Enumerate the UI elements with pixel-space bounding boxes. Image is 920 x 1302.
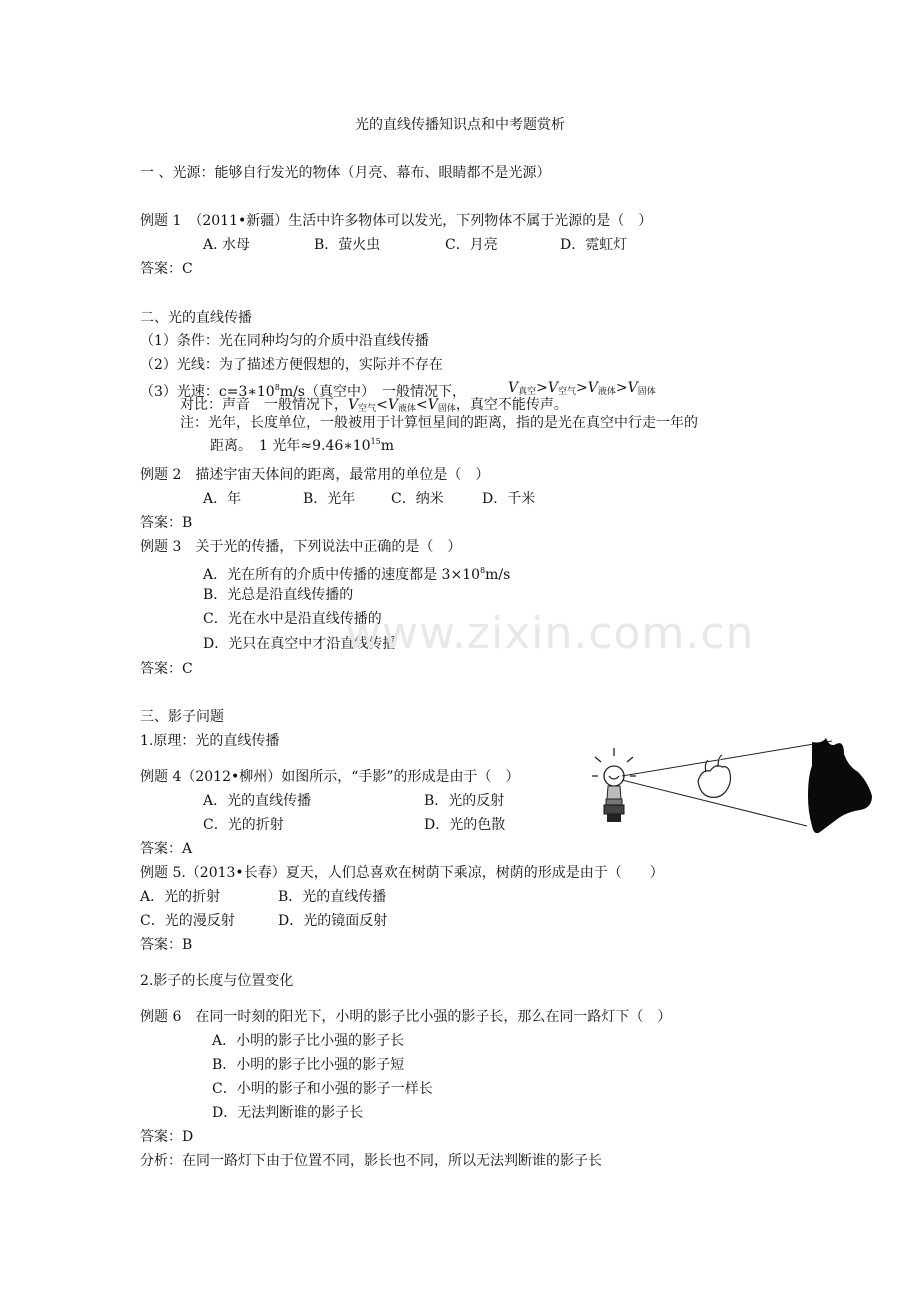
- question-2-option-b: B．光年: [303, 491, 356, 507]
- lt-symbol: <: [416, 397, 428, 413]
- hand-shadow-figure: [592, 736, 882, 836]
- shadow-icon: [808, 738, 872, 833]
- watermark: www.zixin.com.cn: [345, 608, 755, 659]
- lightbulb-icon: [592, 748, 636, 822]
- question-6-option-b: B．小明的影子比小强的影子短: [212, 1057, 405, 1073]
- solid-subscript: 固体: [637, 387, 656, 397]
- air-subscript: 空气: [558, 387, 577, 397]
- liquid-subscript: 液体: [398, 404, 417, 414]
- question-1-option-b: B．萤火虫: [314, 237, 381, 253]
- solid-subscript: 固体: [437, 404, 456, 414]
- question-6-option-d: D．无法判断谁的影子长: [212, 1105, 364, 1121]
- question-5-answer: 答案：B: [140, 937, 193, 953]
- question-4-stem: 例题 4（2012•柳州）如图所示，“手影”的形成是由于（ ）: [140, 769, 520, 785]
- shadow-principle: 1.原理：光的直线传播: [140, 733, 280, 749]
- question-2-stem: 例题 2 描述宇宙天体间的距离，最常用的单位是（ ）: [140, 467, 490, 483]
- option-a-unit: m/s: [485, 567, 511, 583]
- question-2-option-d: D．千米: [482, 491, 536, 507]
- gt-symbol: >: [576, 380, 588, 396]
- liquid-subscript: 液体: [597, 387, 616, 397]
- hand-icon: [698, 755, 731, 797]
- question-4-answer: 答案：A: [140, 841, 193, 857]
- gt-symbol: >: [536, 380, 548, 396]
- light-year-exponent: 15: [370, 437, 381, 446]
- light-speed-exponent: 8: [274, 383, 280, 392]
- question-2-option-a: A．年: [203, 491, 242, 507]
- question-4-option-a: A．光的直线传播: [203, 793, 312, 809]
- question-1-option-a: A. 水母: [203, 237, 251, 253]
- question-6-stem: 例题 6 在同一时刻的阳光下，小明的影子比小强的影子长，那么在同一路灯下（ ）: [140, 1009, 672, 1025]
- light-year-unit: m: [380, 438, 395, 454]
- v-symbol: V: [547, 380, 558, 396]
- light-speed-text-2: m/s（真空中） 一般情况下，: [279, 384, 466, 400]
- lt-symbol: <: [376, 397, 388, 413]
- option-a-exponent: 8: [480, 566, 486, 575]
- page-title: 光的直线传播知识点和中考题赏析: [355, 117, 565, 133]
- option-a-text: A．光在所有的介质中传播的速度都是 3×10: [203, 567, 481, 583]
- question-4-option-b: B．光的反射: [424, 793, 505, 809]
- question-3-option-b: B．光总是沿直线传播的: [203, 587, 354, 603]
- light-year-note: 注：光年，长度单位，一般被用于计算恒星间的距离，指的是光在真空中行走一年的: [180, 415, 698, 431]
- vacuum-subscript: 真空: [518, 387, 537, 397]
- question-4-option-d: D．光的色散: [424, 817, 506, 833]
- compare-text-2: ，真空不能传声。: [455, 397, 568, 413]
- air-subscript: 空气: [358, 404, 377, 414]
- section-shadow-heading: 三、影子问题: [140, 709, 224, 725]
- question-5-option-c: C．光的漫反射: [140, 913, 235, 929]
- question-3-option-d: D．光只在真空中才沿直线传播: [203, 636, 397, 652]
- question-6-answer: 答案：D: [140, 1129, 194, 1145]
- light-year-value: [210, 432, 394, 456]
- question-6-option-c: C．小明的影子和小强的影子一样长: [212, 1081, 433, 1097]
- v-symbol: V: [508, 380, 519, 396]
- v-symbol: V: [348, 397, 359, 413]
- question-5-option-a: A．光的折射: [140, 889, 221, 905]
- question-2-answer: 答案：B: [140, 515, 193, 531]
- question-1-option-d: D．霓虹灯: [560, 237, 628, 253]
- light-year-text: 距离。 1 光年≈9.46∗10: [210, 438, 371, 454]
- question-1-stem: 例题 1 （2011•新疆）生活中许多物体可以发光，下列物体不属于光源的是（ ）: [140, 213, 653, 229]
- light-ray-line: （2）光线：为了描述方便假想的，实际并不存在: [140, 357, 443, 373]
- v-symbol: V: [427, 397, 438, 413]
- question-1-option-c: C．月亮: [445, 237, 498, 253]
- question-1-answer: 答案：C: [140, 261, 193, 277]
- question-5-option-b: B．光的直线传播: [278, 889, 387, 905]
- light-speed-text: （3）光速：c=3∗10: [140, 384, 275, 400]
- section-light-source: 一 、光源：能够自行发光的物体（月亮、幕布、眼睛都不是光源）: [140, 165, 551, 181]
- question-4-option-c: C．光的折射: [203, 817, 284, 833]
- gt-symbol: >: [615, 380, 628, 396]
- question-6-option-a: A．小明的影子比小强的影子长: [212, 1033, 405, 1049]
- v-symbol: V: [387, 397, 398, 413]
- question-3-stem: 例题 3 关于光的传播，下列说法中正确的是（ ）: [140, 539, 462, 555]
- section-shadow-length: 2.影子的长度与位置变化: [140, 973, 294, 989]
- question-5-option-d: D．光的镜面反射: [278, 913, 388, 929]
- section-straight-line-heading: 二、光的直线传播: [140, 310, 252, 326]
- condition-line: （1）条件：光在同种均匀的介质中沿直线传播: [140, 333, 429, 349]
- question-5-stem: 例题 5.（2013•长春）夏天，人们总喜欢在树荫下乘凉，树荫的形成是由于（ ）: [140, 865, 664, 881]
- question-2-option-c: C．纳米: [391, 491, 444, 507]
- question-3-option-a: [203, 561, 510, 585]
- question-3-option-c: C．光在水中是沿直线传播的: [203, 611, 382, 627]
- question-6-analysis: 分析：在同一路灯下由于位置不同，影长也不同，所以无法判断谁的影子长: [140, 1153, 602, 1169]
- v-symbol: V: [587, 380, 598, 396]
- question-3-answer: 答案：C: [140, 661, 193, 677]
- v-symbol: V: [627, 380, 638, 396]
- compare-text: 对比：声音 一般情况下，: [180, 397, 348, 413]
